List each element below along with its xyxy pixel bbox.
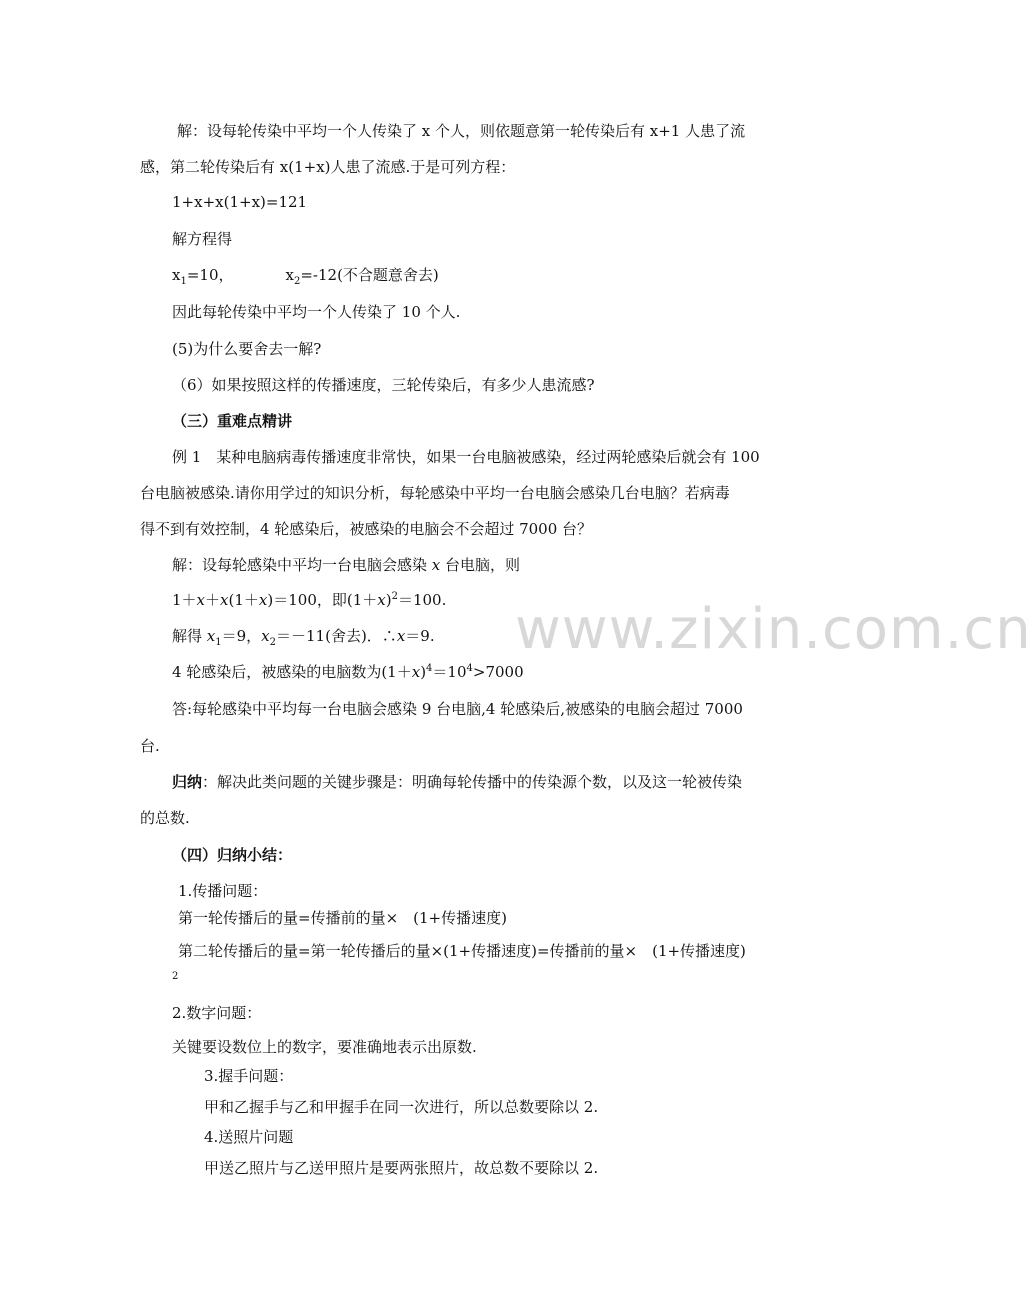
topic-1-formula-1: 第一轮传播后的量=传播前的量× (1+传播速度) — [178, 909, 507, 927]
example-line-2: 台电脑被感染.请你用学过的知识分析，每轮感染中平均一台电脑会感染几台电脑？若病毒 — [140, 484, 730, 502]
example-line-1: 例 1 某种电脑病毒传播速度非常快，如果一台电脑被感染，经过两轮感染后就会有 100 — [172, 448, 760, 466]
subscript: 2 — [269, 637, 277, 648]
section-heading-4: （四）归纳小结： — [172, 846, 293, 864]
section-heading-3: （三）重难点精讲 — [172, 412, 293, 430]
root-val-1: =10， — [186, 266, 234, 284]
var-x: x — [377, 591, 386, 609]
example-solution-line-1 — [172, 555, 520, 575]
example-four-rounds — [172, 662, 524, 682]
summary-note-label: 归纳 — [172, 773, 203, 791]
text: ：解决此类问题的关键步骤是：明确每轮传播中的传染源个数，以及这一轮被传染 — [202, 773, 743, 791]
topic-1-formula-2: 第二轮传播后的量=第一轮传播后的量×(1+传播速度)=传播前的量× (1+传播速度) — [178, 942, 746, 960]
text: 1＋ — [172, 591, 197, 609]
exponent: 4 — [426, 663, 433, 674]
answer-line-2: 台. — [140, 737, 160, 755]
text: 4 轮感染后，被感染的电脑数为(1＋ — [172, 663, 412, 681]
topic-4-title: 4.送照片问题 — [204, 1128, 294, 1146]
text: >7000 — [472, 663, 524, 681]
text: (1＋ — [228, 591, 259, 609]
conclusion-line: 因此每轮传染中平均一个人传染了 10 个人. — [172, 303, 461, 321]
summary-note-line-2: 的总数. — [140, 809, 190, 827]
text: ＝9. — [405, 627, 435, 645]
text: ) — [420, 663, 427, 681]
question-5: (5)为什么要舍去一解? — [172, 340, 322, 358]
var-x: x — [220, 591, 229, 609]
topic-3-text: 甲和乙握手与乙和甲握手在同一次进行，所以总数要除以 2. — [204, 1098, 599, 1116]
exponent: 2 — [391, 591, 398, 602]
roots-line — [172, 265, 439, 285]
var-x: x — [261, 627, 270, 645]
text: ＝100. — [397, 591, 447, 609]
topic-2-title: 2.数字问题： — [172, 1004, 262, 1022]
text: ＝9， — [221, 627, 262, 645]
topic-2-text: 关键要设数位上的数字，要准确地表示出原数. — [172, 1038, 477, 1056]
text: ＝－11(舍去)．∴ — [276, 627, 397, 645]
topic-1-exponent: 2 — [172, 971, 179, 982]
var-x: x — [411, 663, 421, 681]
watermark: www.zixin.com.cn — [515, 597, 1032, 662]
solution-line-2: 感，第二轮传染后有 x(1+x)人患了流感.于是可列方程： — [140, 158, 516, 176]
text: ＝10 — [432, 663, 467, 681]
var-x: x — [431, 556, 441, 574]
topic-1-title: 1.传播问题： — [178, 882, 268, 900]
topic-4-text: 甲送乙照片与乙送甲照片是要两张照片，故总数不要除以 2. — [204, 1159, 599, 1177]
root-var-2: x — [285, 266, 294, 284]
text: ) — [385, 591, 392, 609]
root-sub-2: 2 — [293, 276, 301, 287]
root-var-1: x — [172, 266, 181, 284]
root-val-2: =-12(不合题意舍去) — [300, 266, 439, 284]
example-line-3: 得不到有效控制，4 轮感染后，被感染的电脑会不会超过 7000 台？ — [140, 520, 593, 538]
example-equation — [172, 590, 446, 610]
var-x: x — [206, 627, 216, 645]
text: 解：设每轮感染中平均一台电脑会感染 — [172, 556, 432, 574]
text: )＝100，即(1＋ — [267, 591, 378, 609]
subscript: 1 — [215, 637, 222, 648]
solution-line-1: 解：设每轮传染中平均一个人传染了 x 个人，则依题意第一轮传染后有 x+1 人患了流 — [177, 122, 746, 140]
example-roots — [172, 626, 435, 646]
solve-label: 解方程得 — [172, 230, 233, 248]
summary-note-line-1 — [172, 772, 742, 792]
text: 台电脑，则 — [440, 556, 521, 574]
text: 解得 — [172, 627, 207, 645]
topic-3-title: 3.握手问题： — [204, 1067, 294, 1085]
equation-line: 1+x+x(1+x)=121 — [172, 193, 308, 211]
var-x: x — [258, 591, 268, 609]
question-6: （6）如果按照这样的传播速度，三轮传染后，有多少人患流感? — [172, 376, 595, 394]
root-sub-1: 1 — [180, 276, 187, 287]
var-x: x — [196, 591, 206, 609]
answer-line-1: 答:每轮感染中平均每一台电脑会感染 9 台电脑,4 轮感染后,被感染的电脑会超过 7000 — [172, 700, 743, 718]
var-x: x — [396, 627, 406, 645]
text: ＋ — [205, 591, 221, 609]
exponent: 4 — [466, 663, 473, 674]
